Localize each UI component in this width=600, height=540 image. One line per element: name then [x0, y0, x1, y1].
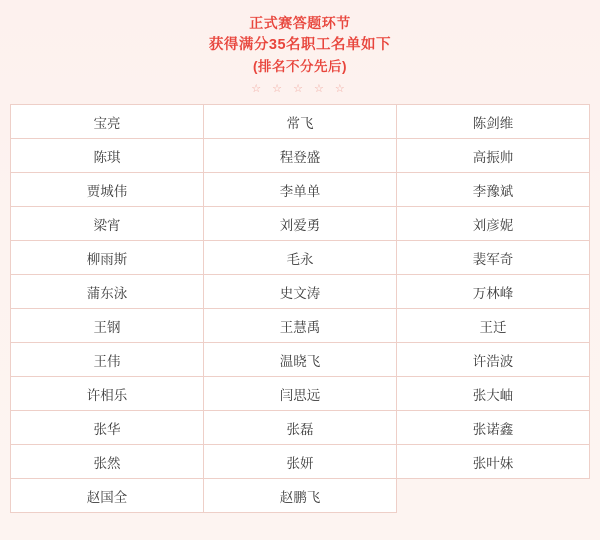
table-row: [11, 173, 590, 207]
name-cell: 刘彦妮: [397, 207, 590, 241]
table-row: [11, 139, 590, 173]
name-cell: 温晓飞: [204, 343, 397, 377]
name-cell: 张大岫: [397, 377, 590, 411]
table-row: [11, 377, 590, 411]
name-cell: 王迁: [397, 309, 590, 343]
empty-cell: [397, 479, 590, 513]
name-cell: 张华: [11, 411, 204, 445]
table-row: [11, 343, 590, 377]
name-cell: 赵国全: [11, 479, 204, 513]
names-table: [10, 104, 590, 513]
title-line-3: (排名不分先后): [253, 59, 347, 74]
names-table-body: [11, 105, 590, 513]
name-cell: 闫思远: [204, 377, 397, 411]
name-cell: 贾城伟: [11, 173, 204, 207]
stars-divider-icon: ☆ ☆ ☆ ☆ ☆: [251, 83, 349, 95]
name-cell: 李单单: [204, 173, 397, 207]
name-cell: 蒲东泳: [11, 275, 204, 309]
table-row: [11, 309, 590, 343]
name-cell: 张诺鑫: [397, 411, 590, 445]
name-cell: 柳雨斯: [11, 241, 204, 275]
table-row: [11, 479, 590, 513]
name-cell: 张叶妹: [397, 445, 590, 479]
name-cell: 张妍: [204, 445, 397, 479]
table-row: [11, 207, 590, 241]
table-row: [11, 445, 590, 479]
name-cell: 梁宵: [11, 207, 204, 241]
name-cell: 张磊: [204, 411, 397, 445]
name-cell: 万林峰: [397, 275, 590, 309]
names-table-container: [10, 104, 590, 513]
name-cell: 常飞: [204, 105, 397, 139]
table-row: [11, 275, 590, 309]
name-cell: 李豫斌: [397, 173, 590, 207]
poster-header: [0, 12, 600, 102]
name-cell: 刘爱勇: [204, 207, 397, 241]
table-row: [11, 105, 590, 139]
name-cell: 王钢: [11, 309, 204, 343]
name-cell: 裴军奇: [397, 241, 590, 275]
title-line-2: 获得满分35名职工名单如下: [208, 37, 392, 53]
name-cell: 宝亮: [11, 105, 204, 139]
table-row: [11, 411, 590, 445]
name-cell: 程登盛: [204, 139, 397, 173]
table-row: [11, 241, 590, 275]
name-cell: 王伟: [11, 343, 204, 377]
name-cell: 陈剑维: [397, 105, 590, 139]
name-cell: 王慧禹: [204, 309, 397, 343]
name-cell: 毛永: [204, 241, 397, 275]
name-cell: 史文涛: [204, 275, 397, 309]
name-cell: 赵鹏飞: [204, 479, 397, 513]
name-cell: 许浩波: [397, 343, 590, 377]
name-cell: 陈琪: [11, 139, 204, 173]
title-line-1: 正式赛答题环节: [249, 15, 351, 31]
name-cell: 许相乐: [11, 377, 204, 411]
name-cell: 张然: [11, 445, 204, 479]
name-cell: 高振帅: [397, 139, 590, 173]
